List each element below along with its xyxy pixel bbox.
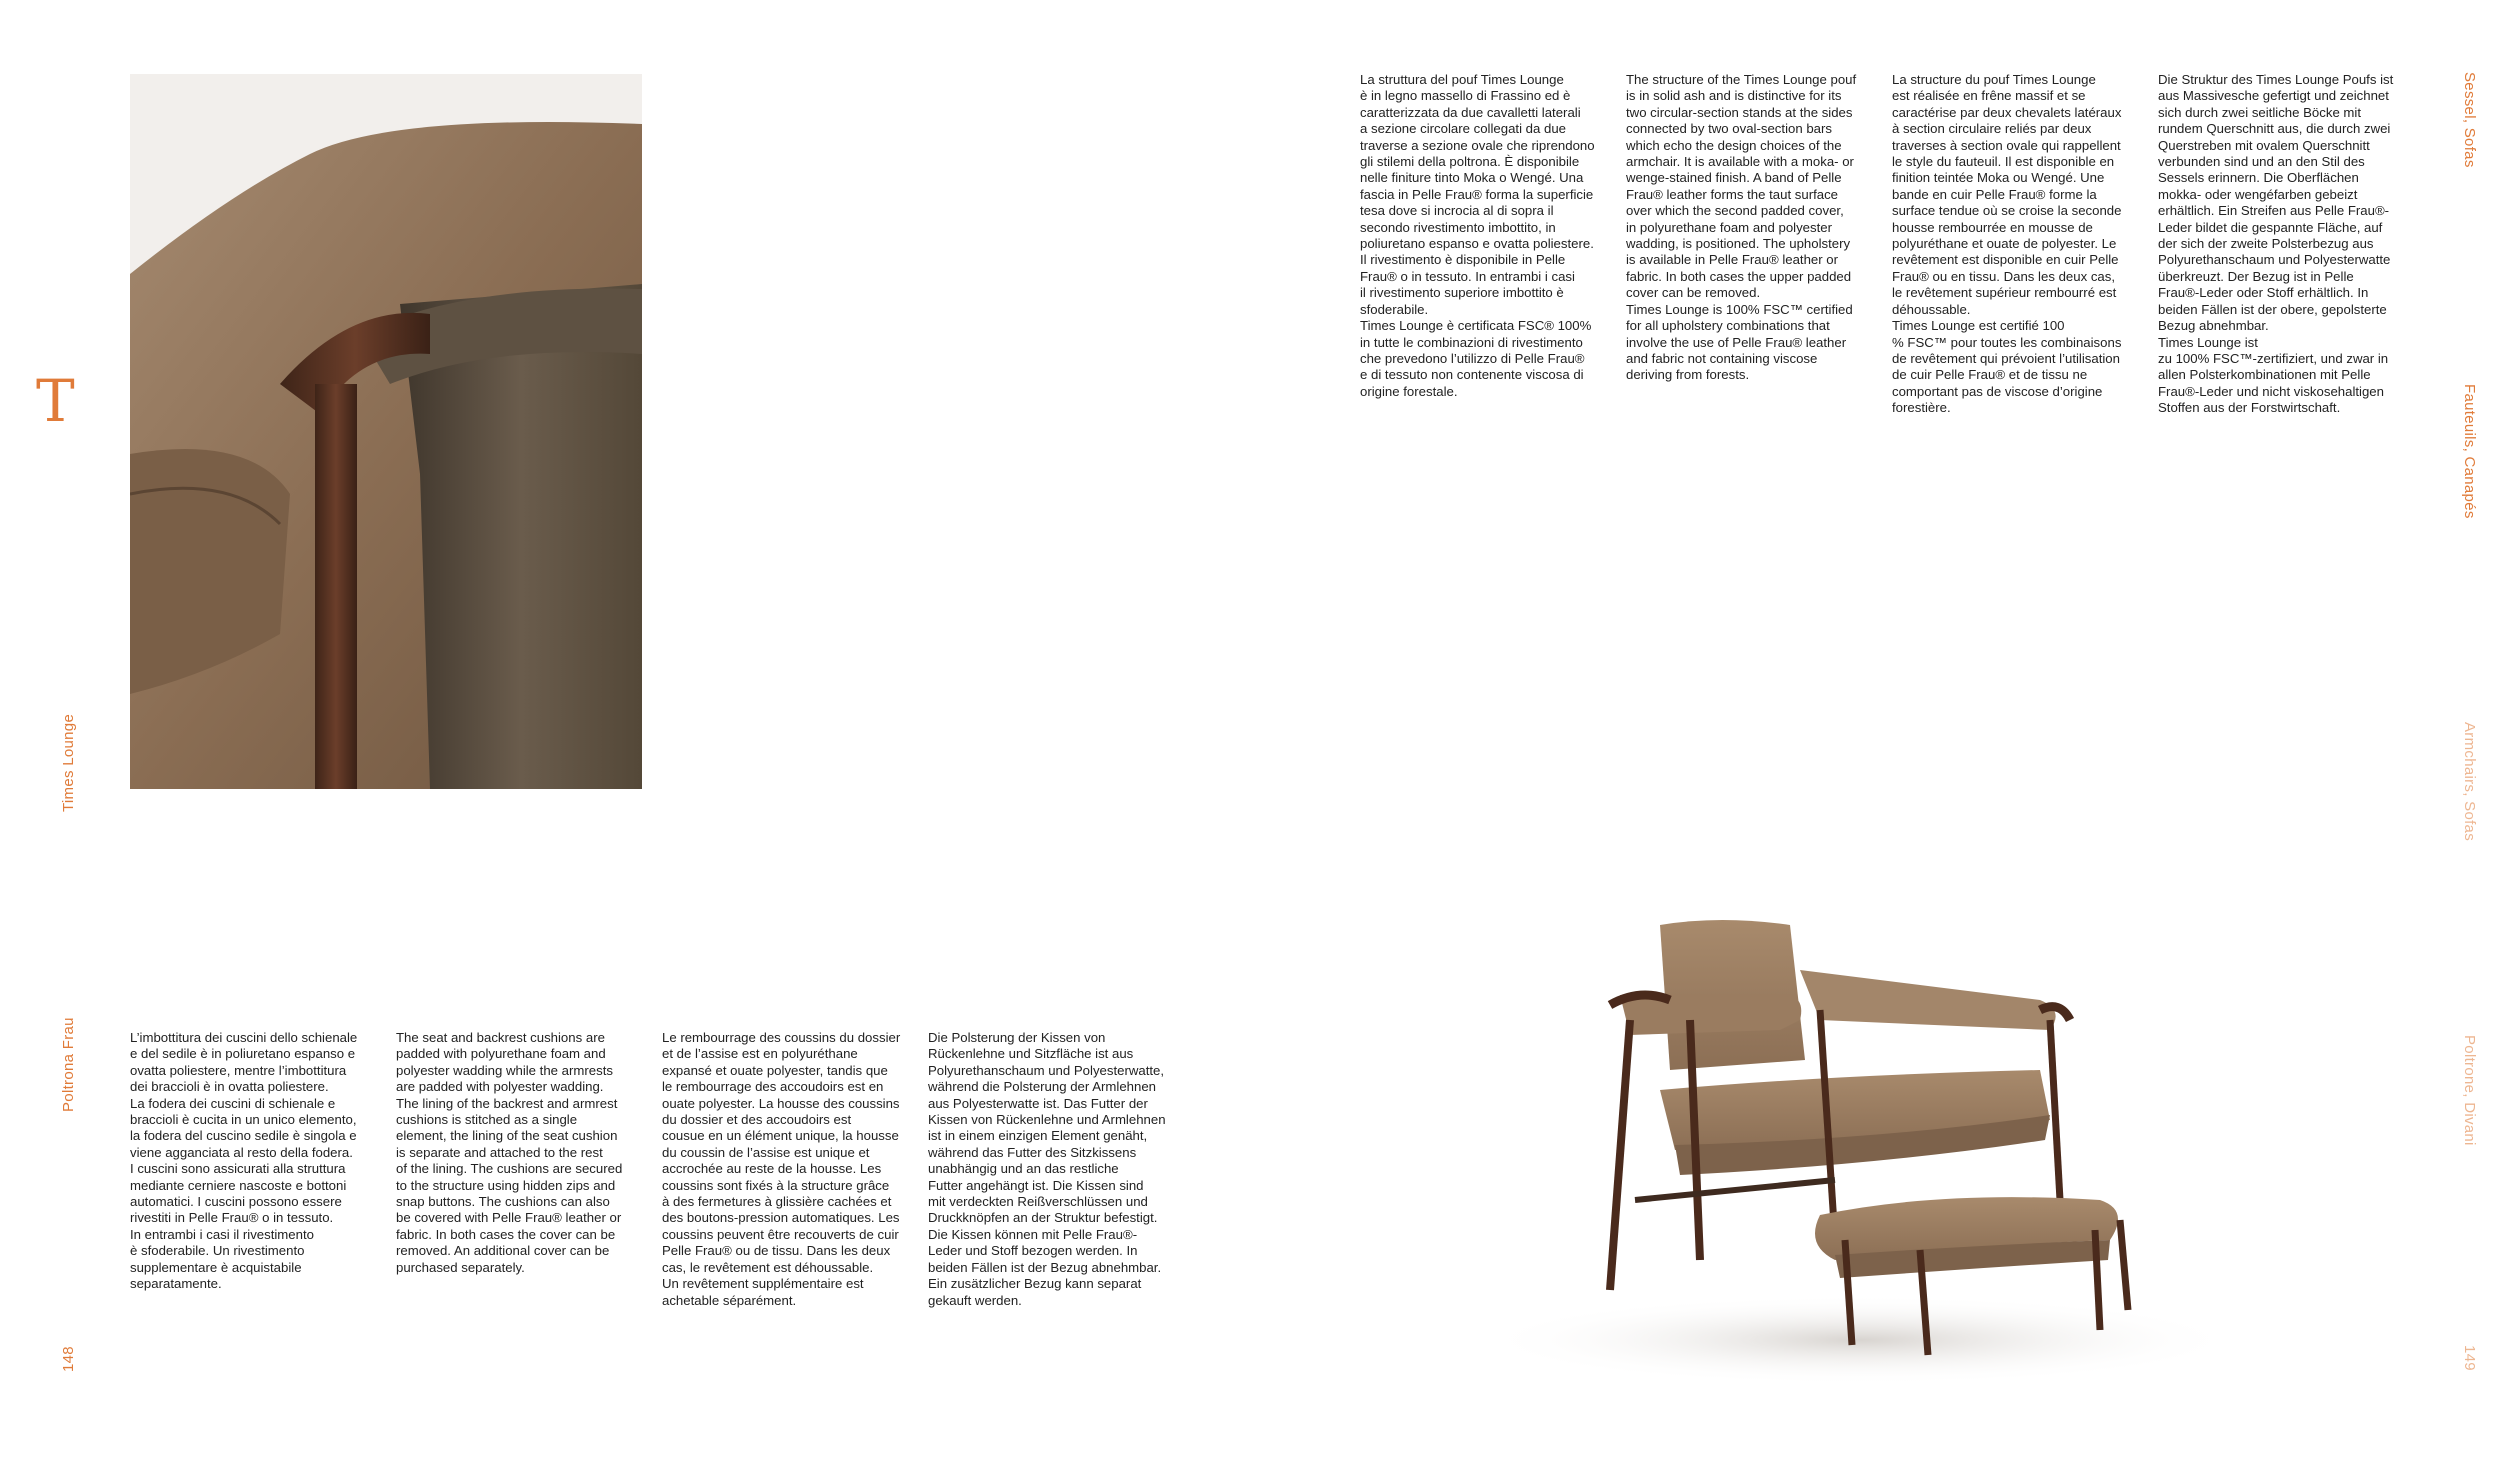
text-line: a sezione circolare collegati da due — [1360, 121, 1566, 137]
text-line: polyuréthane et ouate de polyester. Le — [1892, 236, 2117, 252]
text-line: revêtement est disponible en cuir Pelle — [1892, 252, 2119, 268]
text-line: le rembourrage des accoudoirs est en — [662, 1079, 884, 1095]
text-line: which echo the design choices of the — [1626, 137, 1842, 153]
text-line: Polyurethanschaum und Polyesterwatte, — [928, 1062, 1165, 1078]
text-line: aus Polyesterwatte ist. Das Futter der — [928, 1095, 1148, 1111]
text-line: che prevedono l’utilizzo di Pelle Frau® — [1360, 350, 1585, 366]
text-line: è sfoderabile. Un rivestimento — [130, 1243, 305, 1259]
text-line: Bezug abnehmbar. — [2158, 318, 2269, 334]
text-line: fabric. In both cases the cover can be — [396, 1226, 616, 1242]
text-line: cushions is stitched as a single — [396, 1112, 578, 1128]
text-line: I cuscini sono assicurati alla struttura — [130, 1161, 346, 1177]
text-line: während das Futter des Sitzkissens — [928, 1144, 1137, 1160]
text-line: polyester wadding while the armrests — [396, 1062, 613, 1078]
text-line: le style du fauteuil. Il est disponible en — [1892, 154, 2115, 170]
text-line: e del sedile è in poliuretano espanso e — [130, 1046, 356, 1062]
text-column-en-right — [1626, 72, 1870, 384]
text-line: In entrambi i casi il rivestimento — [130, 1226, 314, 1242]
text-line: überkreuzt. Der Bezug ist in Pelle — [2158, 268, 2354, 284]
text-line: Times Lounge ist — [2158, 334, 2258, 350]
text-line: The seat and backrest cushions are — [396, 1030, 605, 1045]
text-line: The lining of the backrest and armrest — [396, 1095, 618, 1111]
text-line: Frau®-Leder oder Stoff erhältlich. In — [2158, 285, 2369, 301]
text-line: for all upholstery combinations that — [1626, 318, 1830, 334]
text-line: secondo rivestimento imbottito, in — [1360, 219, 1556, 235]
armchair-closeup-photo — [130, 74, 642, 789]
text-line: armchair. It is available with a moka- or — [1626, 154, 1854, 170]
armchair-and-pouf-photo — [1460, 900, 2240, 1390]
text-line: mediante cerniere nascoste e bottoni — [130, 1177, 347, 1193]
text-line: ovatta poliestere, mentre l’imbottitura — [130, 1062, 347, 1078]
text-line: aus Massivesche gefertigt und zeichnet — [2158, 88, 2389, 104]
text-line: è in legno massello di Frassino ed è — [1360, 88, 1571, 104]
text-line: in tutte le combinazioni di rivestimento — [1360, 334, 1583, 350]
text-line: Frau® ou en tissu. Dans les deux cas, — [1892, 268, 2116, 284]
text-line: removed. An additional cover can be — [396, 1243, 610, 1259]
text-line: Die Kissen können mit Pelle Frau®- — [928, 1226, 1138, 1242]
text-line: Frau®-Leder und nicht viskosehaltigen — [2158, 383, 2384, 399]
text-line: à des fermetures à glissière cachées et — [662, 1194, 892, 1210]
text-line: comportant pas de viscose d’origine — [1892, 383, 2103, 399]
text-line: le revêtement supérieur rembourré est — [1892, 285, 2117, 301]
section-initial-letter: T — [36, 367, 75, 435]
side-label-fr: Fauteuils, Canapés — [2461, 384, 2478, 519]
text-line: coussins sont fixés à la structure grâce — [662, 1177, 890, 1193]
text-line: separatamente. — [130, 1276, 222, 1292]
text-line: Le rembourrage des coussins du dossier — [662, 1030, 901, 1045]
text-line: achetable séparément. — [662, 1292, 797, 1308]
text-line: finition teintée Moka ou Wengé. Une — [1892, 170, 2105, 186]
text-line: housse rembourrée en mousse de — [1892, 219, 2093, 235]
text-line: supplementare è acquistabile — [130, 1259, 302, 1275]
text-line: is in solid ash and is distinctive for its — [1626, 88, 1842, 104]
text-line: beiden Fällen ist der Bezug abnehmbar. — [928, 1259, 1162, 1275]
text-line: La fodera dei cuscini di schienale e — [130, 1095, 336, 1111]
text-line: is separate and attached to the rest — [396, 1144, 603, 1160]
text-line: Ein zusätzlicher Bezug kann separat — [928, 1276, 1142, 1292]
text-line: poliuretano espanso e ovatta poliestere. — [1360, 236, 1594, 252]
text-line: element, the lining of the seat cushion — [396, 1128, 618, 1144]
text-line: beiden Fällen ist der obere, gepolsterte — [2158, 301, 2387, 317]
text-line: and fabric not containing viscose — [1626, 350, 1818, 366]
text-line: Druckknöpfen an der Struktur befestigt. — [928, 1210, 1158, 1226]
text-line: Sessels erinnern. Die Oberflächen — [2158, 170, 2359, 186]
text-line: il rivestimento superiore imbottito è — [1360, 285, 1564, 301]
text-line: Polyurethanschaum und Polyesterwatte — [2158, 252, 2391, 268]
text-line: Frau® leather forms the taut surface — [1626, 186, 1839, 202]
page-number-right: 149 — [2461, 1345, 2478, 1371]
text-line: fabric. In both cases the upper padded — [1626, 268, 1852, 284]
text-line: ouate polyester. La housse des coussins — [662, 1095, 900, 1111]
text-line: des boutons-pression automatiques. Les — [662, 1210, 900, 1226]
brand-vertical: Poltrona Frau — [60, 1017, 77, 1112]
text-line: automatici. I cuscini possono essere — [130, 1194, 342, 1210]
text-line: sfoderabile. — [1360, 301, 1429, 317]
text-line: erhältlich. Ein Streifen aus Pelle Frau®- — [2158, 203, 2390, 219]
text-line: allen Polsterkombinationen mit Pelle — [2158, 367, 2371, 383]
text-line: is available in Pelle Frau® leather or — [1626, 252, 1839, 268]
text-line: Leder bildet die gespannte Fläche, auf — [2158, 219, 2383, 235]
text-line: unabhängig und an das restliche — [928, 1161, 1119, 1177]
text-line: mokka- oder wengéfarben gebeizt — [2158, 186, 2358, 202]
text-line: expansé et ouate polyester, tandis que — [662, 1062, 888, 1078]
text-line: La struttura del pouf Times Lounge — [1360, 72, 1564, 87]
text-line: Leder und Stoff bezogen werden. In — [928, 1243, 1138, 1259]
text-line: coussins peuvent être recouverts de cuir — [662, 1226, 899, 1242]
text-line: The structure of the Times Lounge pouf — [1626, 72, 1857, 87]
text-line: % FSC™ pour toutes les combinaisons — [1892, 334, 2122, 350]
text-line: deriving from forests. — [1626, 367, 1750, 383]
text-line: to the structure using hidden zips and — [396, 1177, 616, 1193]
text-line: Rückenlehne und Sitzfläche ist aus — [928, 1046, 1134, 1062]
text-line: cover can be removed. — [1626, 285, 1761, 301]
text-column-en-left — [396, 1030, 640, 1276]
text-line: du dossier et des accoudoirs est — [662, 1112, 852, 1128]
text-line: während die Polsterung der Armlehnen — [928, 1079, 1156, 1095]
text-column-fr-left — [662, 1030, 906, 1309]
text-line: Il rivestimento è disponibile in Pelle — [1360, 252, 1566, 268]
text-line: Times Lounge is 100% FSC™ certified — [1626, 301, 1853, 317]
text-line: nelle finiture tinto Moka o Wengé. Una — [1360, 170, 1584, 186]
text-line: origine forestale. — [1360, 383, 1458, 399]
text-line: gekauft werden. — [928, 1292, 1022, 1308]
text-line: est réalisée en frêne massif et se — [1892, 88, 2086, 104]
text-column-de-right — [2158, 72, 2402, 417]
text-line: ist in einem einzigen Element genäht, — [928, 1128, 1148, 1144]
text-line: cousue en un élément unique, la housse — [662, 1128, 899, 1144]
text-line: forestière. — [1892, 400, 1951, 416]
text-line: snap buttons. The cushions can also — [396, 1194, 610, 1210]
text-line: accrochée au reste de la housse. Les — [662, 1161, 882, 1177]
side-label-de: Sessel, Sofas — [2461, 72, 2478, 168]
text-line: padded with polyurethane foam and — [396, 1046, 606, 1062]
text-line: mit verdeckten Reißverschlüssen und — [928, 1194, 1148, 1210]
text-line: two circular-section stands at the sides — [1626, 104, 1853, 120]
text-line: Times Lounge è certificata FSC® 100% — [1360, 318, 1592, 334]
text-line: surface tendue où se croise la seconde — [1892, 203, 2122, 219]
text-line: verbunden sind und an den Stil des — [2158, 154, 2365, 170]
text-line: purchased separately. — [396, 1259, 525, 1275]
text-line: are padded with polyester wadding. — [396, 1079, 604, 1095]
text-line: Die Struktur des Times Lounge Poufs ist — [2158, 72, 2394, 87]
text-line: traverse a sezione ovale che riprendono — [1360, 137, 1595, 153]
text-line: connected by two oval-section bars — [1626, 121, 1832, 137]
text-line: sich durch zwei seitliche Böcke mit — [2158, 104, 2362, 120]
text-column-it-right — [1360, 72, 1604, 400]
text-line: Querstreben mit ovalem Querschnitt — [2158, 137, 2370, 153]
text-line: caratterizzata da due cavalletti laterali — [1360, 104, 1581, 120]
text-line: viene agganciata al resto della fodera. — [130, 1144, 353, 1160]
text-line: La structure du pouf Times Lounge — [1892, 72, 2096, 87]
section-title-vertical: Times Lounge — [60, 713, 77, 812]
text-line: traverses à section ovale qui rappellent — [1892, 137, 2121, 153]
text-line: e di tessuto non contenente viscosa di — [1360, 367, 1584, 383]
page-number-left: 148 — [60, 1346, 77, 1372]
text-line: bande en cuir Pelle Frau® forme la — [1892, 186, 2097, 202]
side-label-en: Armchairs, Sofas — [2461, 722, 2478, 841]
text-line: de cuir Pelle Frau® et de tissu ne — [1892, 367, 2088, 383]
text-line: cas, le revêtement est déhoussable. — [662, 1259, 874, 1275]
text-column-fr-right — [1892, 72, 2136, 417]
text-line: déhoussable. — [1892, 301, 1971, 317]
text-line: caractérise par deux chevalets latéraux — [1892, 104, 2122, 120]
text-line: dei braccioli è in ovatta poliestere. — [130, 1079, 329, 1095]
text-column-de-left — [928, 1030, 1172, 1309]
text-line: la fodera del cuscino sedile è singola e — [130, 1128, 357, 1144]
text-line: braccioli è cucita in un unico elemento, — [130, 1112, 357, 1128]
text-line: of the lining. The cushions are secured — [396, 1161, 623, 1177]
text-line: rundem Querschnitt aus, die durch zwei — [2158, 121, 2391, 137]
text-line: der sich der zweite Polsterbezug aus — [2158, 236, 2374, 252]
text-line: be covered with Pelle Frau® leather or — [396, 1210, 622, 1226]
text-line: Futter angehängt ist. Die Kissen sind — [928, 1177, 1144, 1193]
text-line: à section circulaire reliés par deux — [1892, 121, 2092, 137]
text-line: involve the use of Pelle Frau® leather — [1626, 334, 1847, 350]
text-line: tesa dove si incrocia al di sopra il — [1360, 203, 1554, 219]
text-line: Frau® o in tessuto. In entrambi i casi — [1360, 268, 1575, 284]
side-label-it: Poltrone, Divani — [2461, 1035, 2478, 1146]
text-line: Kissen von Rückenlehne und Armlehnen — [928, 1112, 1166, 1128]
text-line: rivestiti in Pelle Frau® o in tessuto. — [130, 1210, 334, 1226]
text-line: Pelle Frau® ou de tissu. Dans les deux — [662, 1243, 891, 1259]
text-line: Times Lounge est certifié 100 — [1892, 318, 2065, 334]
text-line: du coussin de l’assise est unique et — [662, 1144, 870, 1160]
text-line: fascia in Pelle Frau® forma la superficie — [1360, 186, 1594, 202]
text-line: over which the second padded cover, — [1626, 203, 1844, 219]
text-line: wadding, is positioned. The upholstery — [1626, 236, 1851, 252]
text-column-it-left — [130, 1030, 374, 1293]
text-line: et de l’assise est en polyuréthane — [662, 1046, 858, 1062]
text-line: in polyurethane foam and polyester — [1626, 219, 1833, 235]
text-line: Die Polsterung der Kissen von — [928, 1030, 1106, 1045]
text-line: de revêtement qui prévoient l’utilisation — [1892, 350, 2120, 366]
text-line: zu 100% FSC™-zertifiziert, und zwar in — [2158, 350, 2389, 366]
text-line: L’imbottitura dei cuscini dello schienale — [130, 1030, 358, 1045]
text-line: Stoffen aus der Forstwirtschaft. — [2158, 400, 2341, 416]
text-line: gli stilemi della poltrona. È disponibile — [1360, 154, 1580, 170]
text-line: wenge-stained finish. A band of Pelle — [1626, 170, 1842, 186]
text-line: Un revêtement supplémentaire est — [662, 1276, 864, 1292]
